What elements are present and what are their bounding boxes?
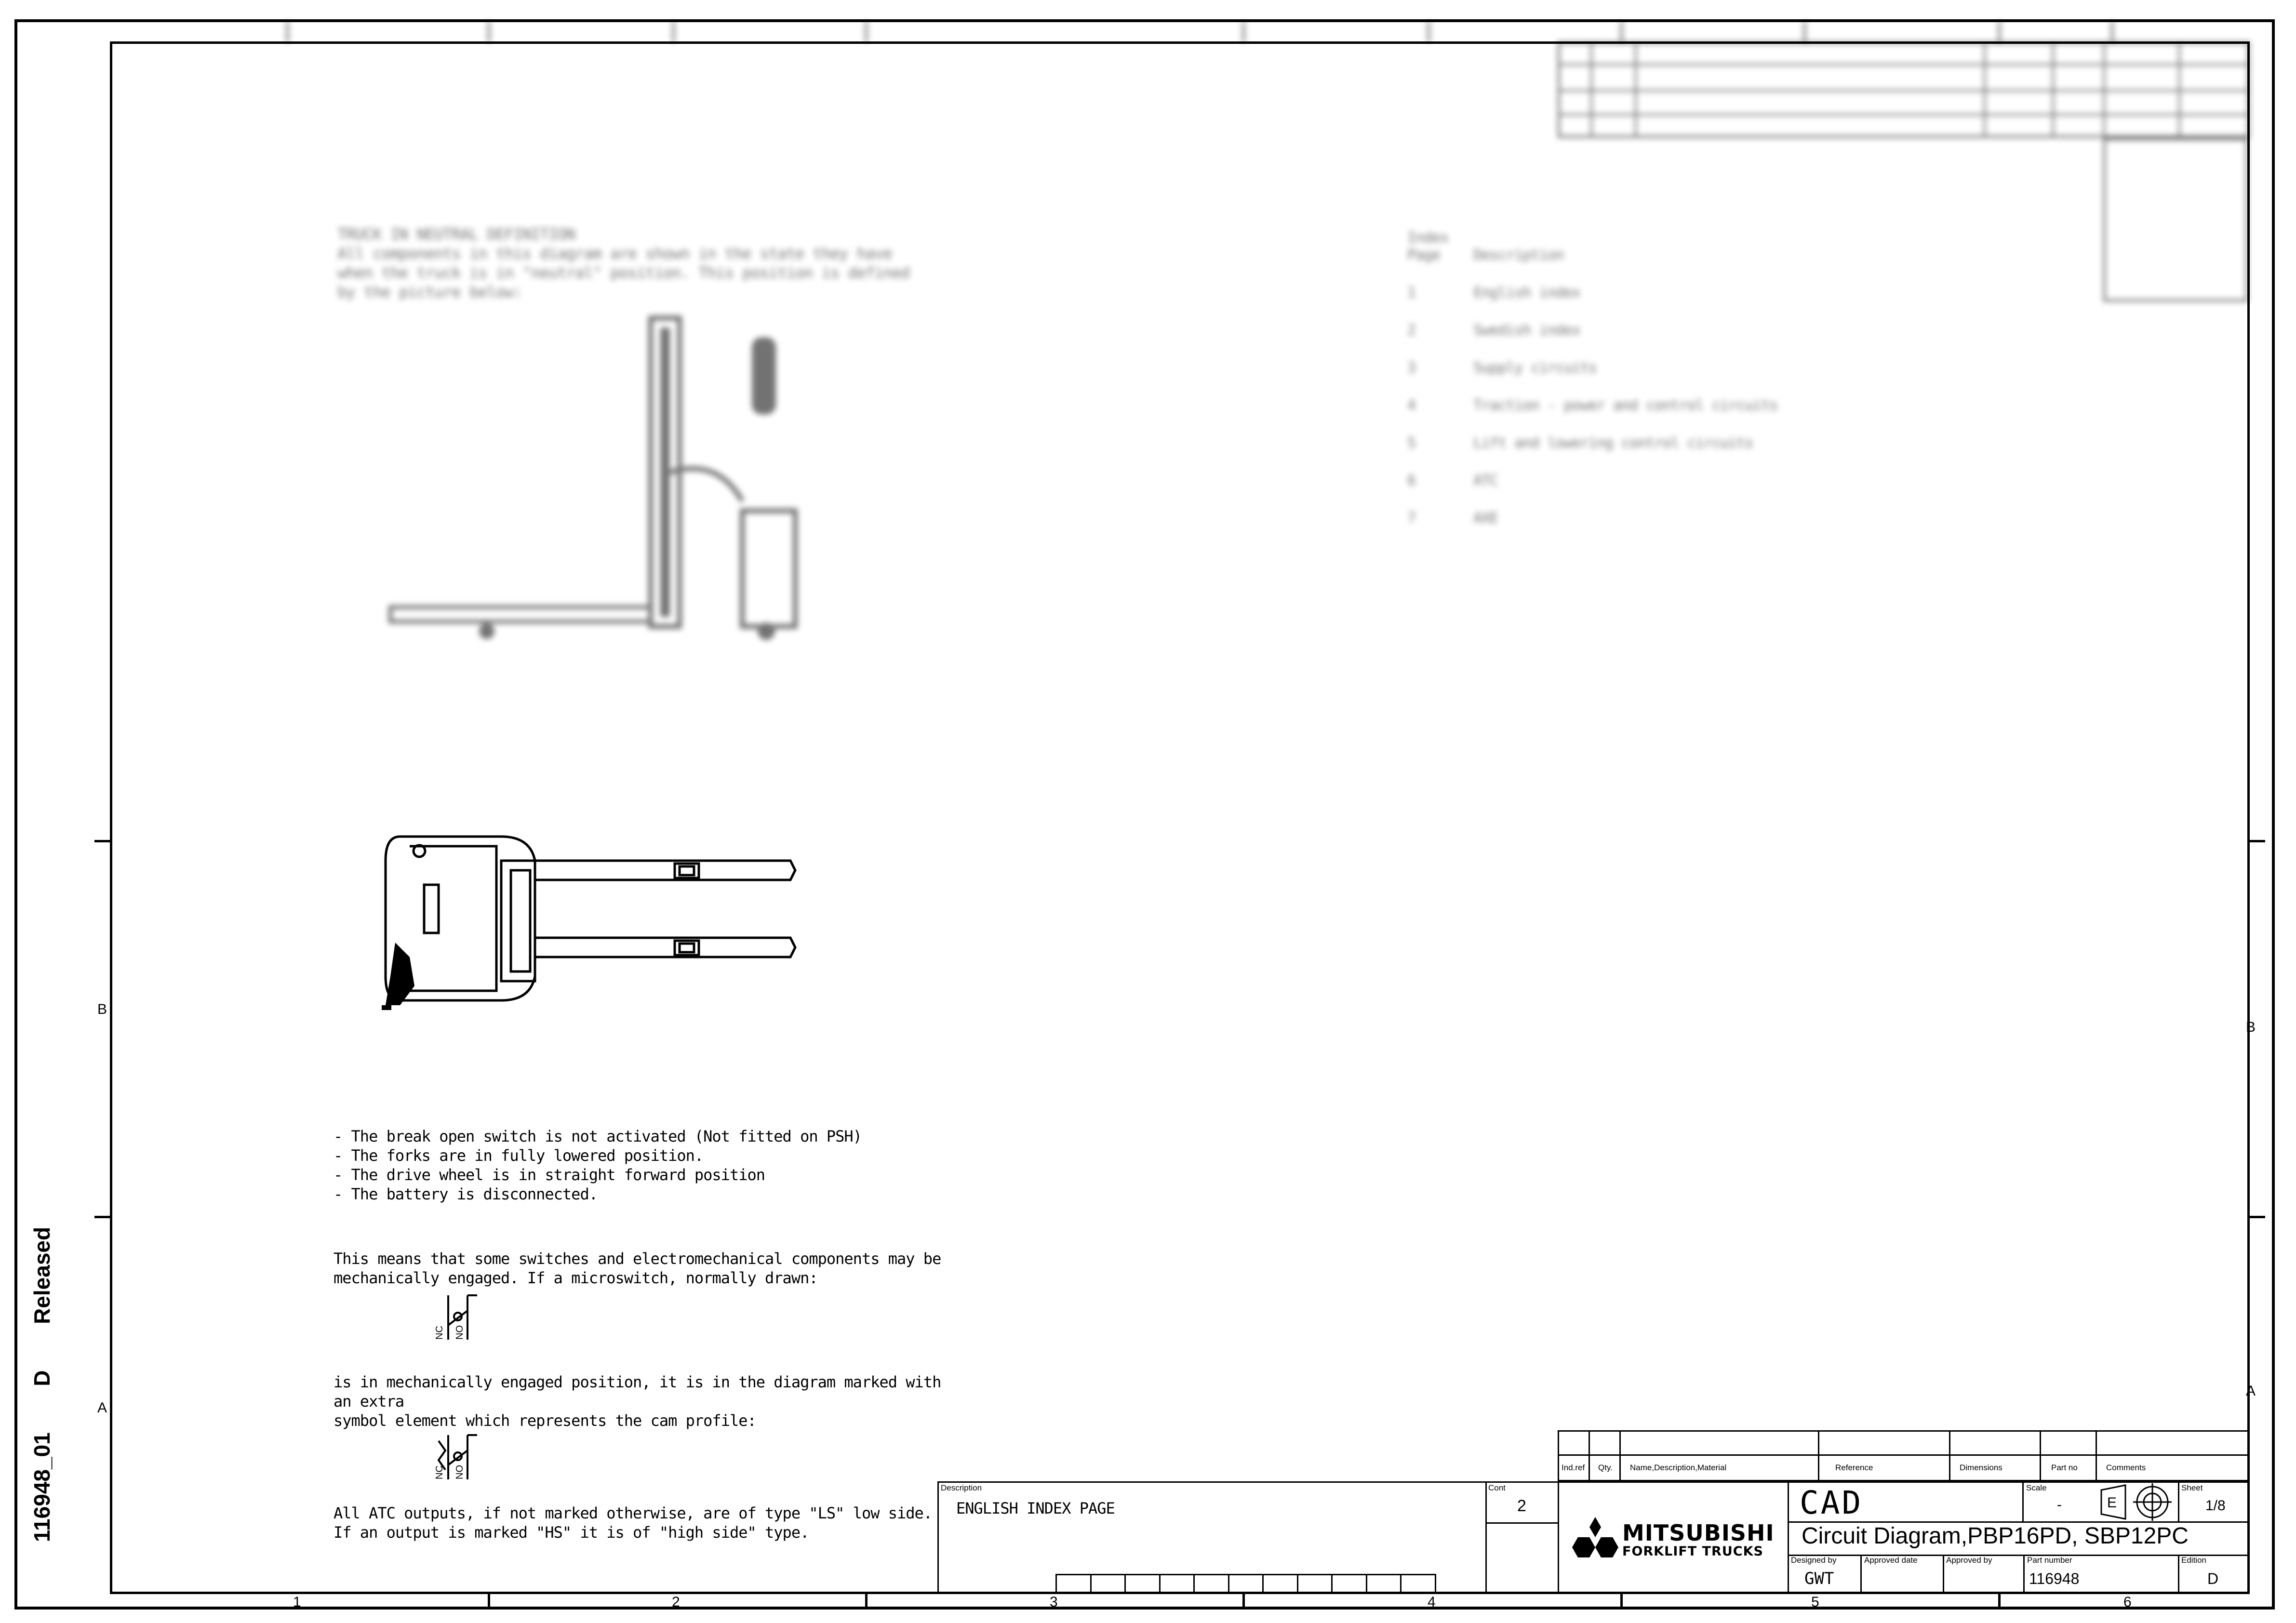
atc-output-note: [334, 1503, 960, 1542]
parts-col-line: [1818, 1430, 1819, 1481]
parts-header-qty: Qty.: [1598, 1463, 1613, 1472]
zone-tick: [94, 840, 112, 842]
zone-tick: [488, 1593, 490, 1610]
stamp-edition: D: [29, 1370, 54, 1386]
zone-tick: [94, 1216, 112, 1218]
condition-line: - The drive wheel is in straight forward position: [334, 1166, 765, 1184]
approved-date-label: Approved date: [1864, 1556, 1918, 1565]
index-row-desc: English index: [1473, 284, 1580, 301]
parts-header-reference: Reference: [1835, 1463, 1873, 1472]
cam-explanation-line: is in mechanically engaged position, it is in the diagram marked with an extra: [334, 1373, 941, 1410]
parts-header-dimensions: Dimensions: [1960, 1463, 2002, 1472]
parts-header-comments: Comments: [2106, 1463, 2146, 1472]
truck-top-view: [381, 832, 805, 1020]
index-row-desc: Swedish index: [1473, 322, 1580, 339]
zone-tick: [1998, 1593, 2001, 1610]
switch-explanation-line: mechanically engaged. If a microswitch, normally drawn:: [334, 1269, 818, 1287]
neutral-conditions: [334, 1127, 960, 1204]
cam-explanation: [334, 1372, 960, 1430]
switch-no-label: NO: [454, 1325, 465, 1340]
part-number-label: Part number: [2027, 1556, 2072, 1565]
zone-col-5: 5: [1811, 1594, 1819, 1610]
index-row-desc: AXE: [1473, 510, 1498, 527]
index-col-desc: Description: [1473, 247, 1564, 264]
zone-col-6: 6: [2123, 1594, 2132, 1610]
parts-header-name: Name,Description,Material: [1630, 1463, 1727, 1472]
release-stamp: [29, 1147, 58, 1542]
switch-nc-label: NC: [434, 1465, 445, 1479]
drawing-title: Circuit Diagram,PBP16PD, SBP12PC: [1802, 1523, 2189, 1549]
approved-by-label: Approved by: [1946, 1556, 1992, 1565]
parts-col-line: [1949, 1430, 1950, 1481]
sheet-label: Sheet: [2181, 1483, 2203, 1492]
index-row-desc: Traction - power and control circuits: [1473, 397, 1778, 414]
parts-header-part-no: Part no: [2051, 1463, 2078, 1472]
zone-tick: [1620, 1593, 1623, 1610]
zone-col-3: 3: [1050, 1594, 1058, 1610]
zone-tick: [2248, 1216, 2265, 1218]
projection-symbol-icon: [2096, 1483, 2174, 1521]
cont-value: 2: [1517, 1497, 1526, 1515]
zone-row-a-left: A: [97, 1400, 107, 1416]
index-row-page: 2: [1407, 322, 1416, 339]
switch-explanation-line: This means that some switches and electromechanical components may be: [334, 1250, 941, 1268]
designed-by-label: Designed by: [1791, 1556, 1837, 1565]
condition-line: - The break open switch is not activated (Not fitted on PSH): [334, 1127, 862, 1145]
zone-col-1: 1: [293, 1594, 301, 1610]
parts-list-frame: [1558, 1430, 2250, 1481]
cad-label: CAD: [1800, 1484, 1863, 1521]
zone-tick: [2248, 840, 2265, 842]
scale-value: -: [2057, 1497, 2062, 1513]
edition-value: D: [2207, 1570, 2219, 1587]
condition-line: - The battery is disconnected.: [334, 1185, 598, 1203]
cont-label: Cont: [1488, 1483, 1506, 1492]
index-title: Index: [1407, 229, 1449, 246]
description-strip: [1055, 1574, 1436, 1594]
atc-note-line: If an output is marked "HS" it is of "high side" type.: [334, 1523, 809, 1542]
index-col-page: Page: [1407, 247, 1441, 264]
index-row-page: 5: [1407, 435, 1416, 452]
parts-col-line: [1589, 1430, 1590, 1481]
description-label: Description: [941, 1483, 982, 1492]
cont-lower-cell: [1485, 1522, 1559, 1594]
switch-no-label: NO: [454, 1465, 465, 1479]
designed-by-value: GWT: [1804, 1569, 1834, 1588]
stamp-status: Released: [29, 1226, 54, 1324]
scale-label: Scale: [2026, 1483, 2047, 1492]
atc-note-line: All ATC outputs, if not marked otherwise, are of type "LS" low side.: [334, 1504, 933, 1522]
index-row-page: 3: [1407, 359, 1416, 376]
parts-col-line: [2040, 1430, 2041, 1481]
index-row-desc: Lift and lowering control circuits: [1473, 435, 1753, 452]
neutral-heading-text: All components in this diagram are shown in the state they have when the truck is in "neutral" position. This position is defined by the picture below:: [337, 244, 910, 301]
microswitch-engaged-symbol: [434, 1431, 492, 1484]
parts-header-ind-ref: Ind.ref: [1562, 1463, 1585, 1472]
index-row-page: 6: [1407, 472, 1416, 489]
parts-col-line: [1619, 1430, 1621, 1481]
description-value: ENGLISH INDEX PAGE: [956, 1499, 1115, 1517]
neutral-heading-title: TRUCK IN NEUTRAL DEFINITION: [337, 225, 575, 243]
truck-side-view: [381, 318, 814, 646]
zone-col-4: 4: [1428, 1594, 1436, 1610]
zone-row-b-left: B: [97, 1001, 107, 1017]
brand-name: MITSUBISHI: [1622, 1520, 1775, 1546]
microswitch-normal-symbol: [434, 1291, 492, 1344]
switch-nc-label: NC: [434, 1326, 445, 1340]
zone-tick: [1242, 1593, 1245, 1610]
index-row-desc: Supply circuits: [1473, 359, 1597, 376]
part-number-value: 116948: [2029, 1570, 2080, 1587]
parts-list-divider: [1558, 1454, 2250, 1456]
zone-row-a-right: A: [2246, 1383, 2256, 1399]
mitsubishi-logo-icon: [1572, 1517, 1618, 1557]
cam-explanation-line: symbol element which represents the cam profile:: [334, 1411, 756, 1430]
projection-letter: E: [2107, 1495, 2117, 1511]
switch-explanation: [334, 1249, 960, 1288]
index-row-page: 4: [1407, 397, 1416, 414]
neutral-heading: [337, 225, 916, 302]
index-row-page: 1: [1407, 284, 1416, 301]
index-row-page: 7: [1407, 510, 1416, 527]
brand-subtitle: FORKLIFT TRUCKS: [1622, 1544, 1763, 1559]
condition-line: - The forks are in fully lowered position.: [334, 1146, 704, 1165]
zone-tick: [865, 1593, 868, 1610]
stamp-doc-number: 116948_01: [29, 1432, 54, 1542]
edition-label: Edition: [2181, 1556, 2206, 1565]
zone-col-2: 2: [672, 1594, 680, 1610]
zone-row-b-right: B: [2246, 1019, 2256, 1035]
sheet-value: 1/8: [2205, 1498, 2226, 1514]
index-row-desc: ATC: [1473, 472, 1498, 489]
parts-col-line: [2096, 1430, 2097, 1481]
